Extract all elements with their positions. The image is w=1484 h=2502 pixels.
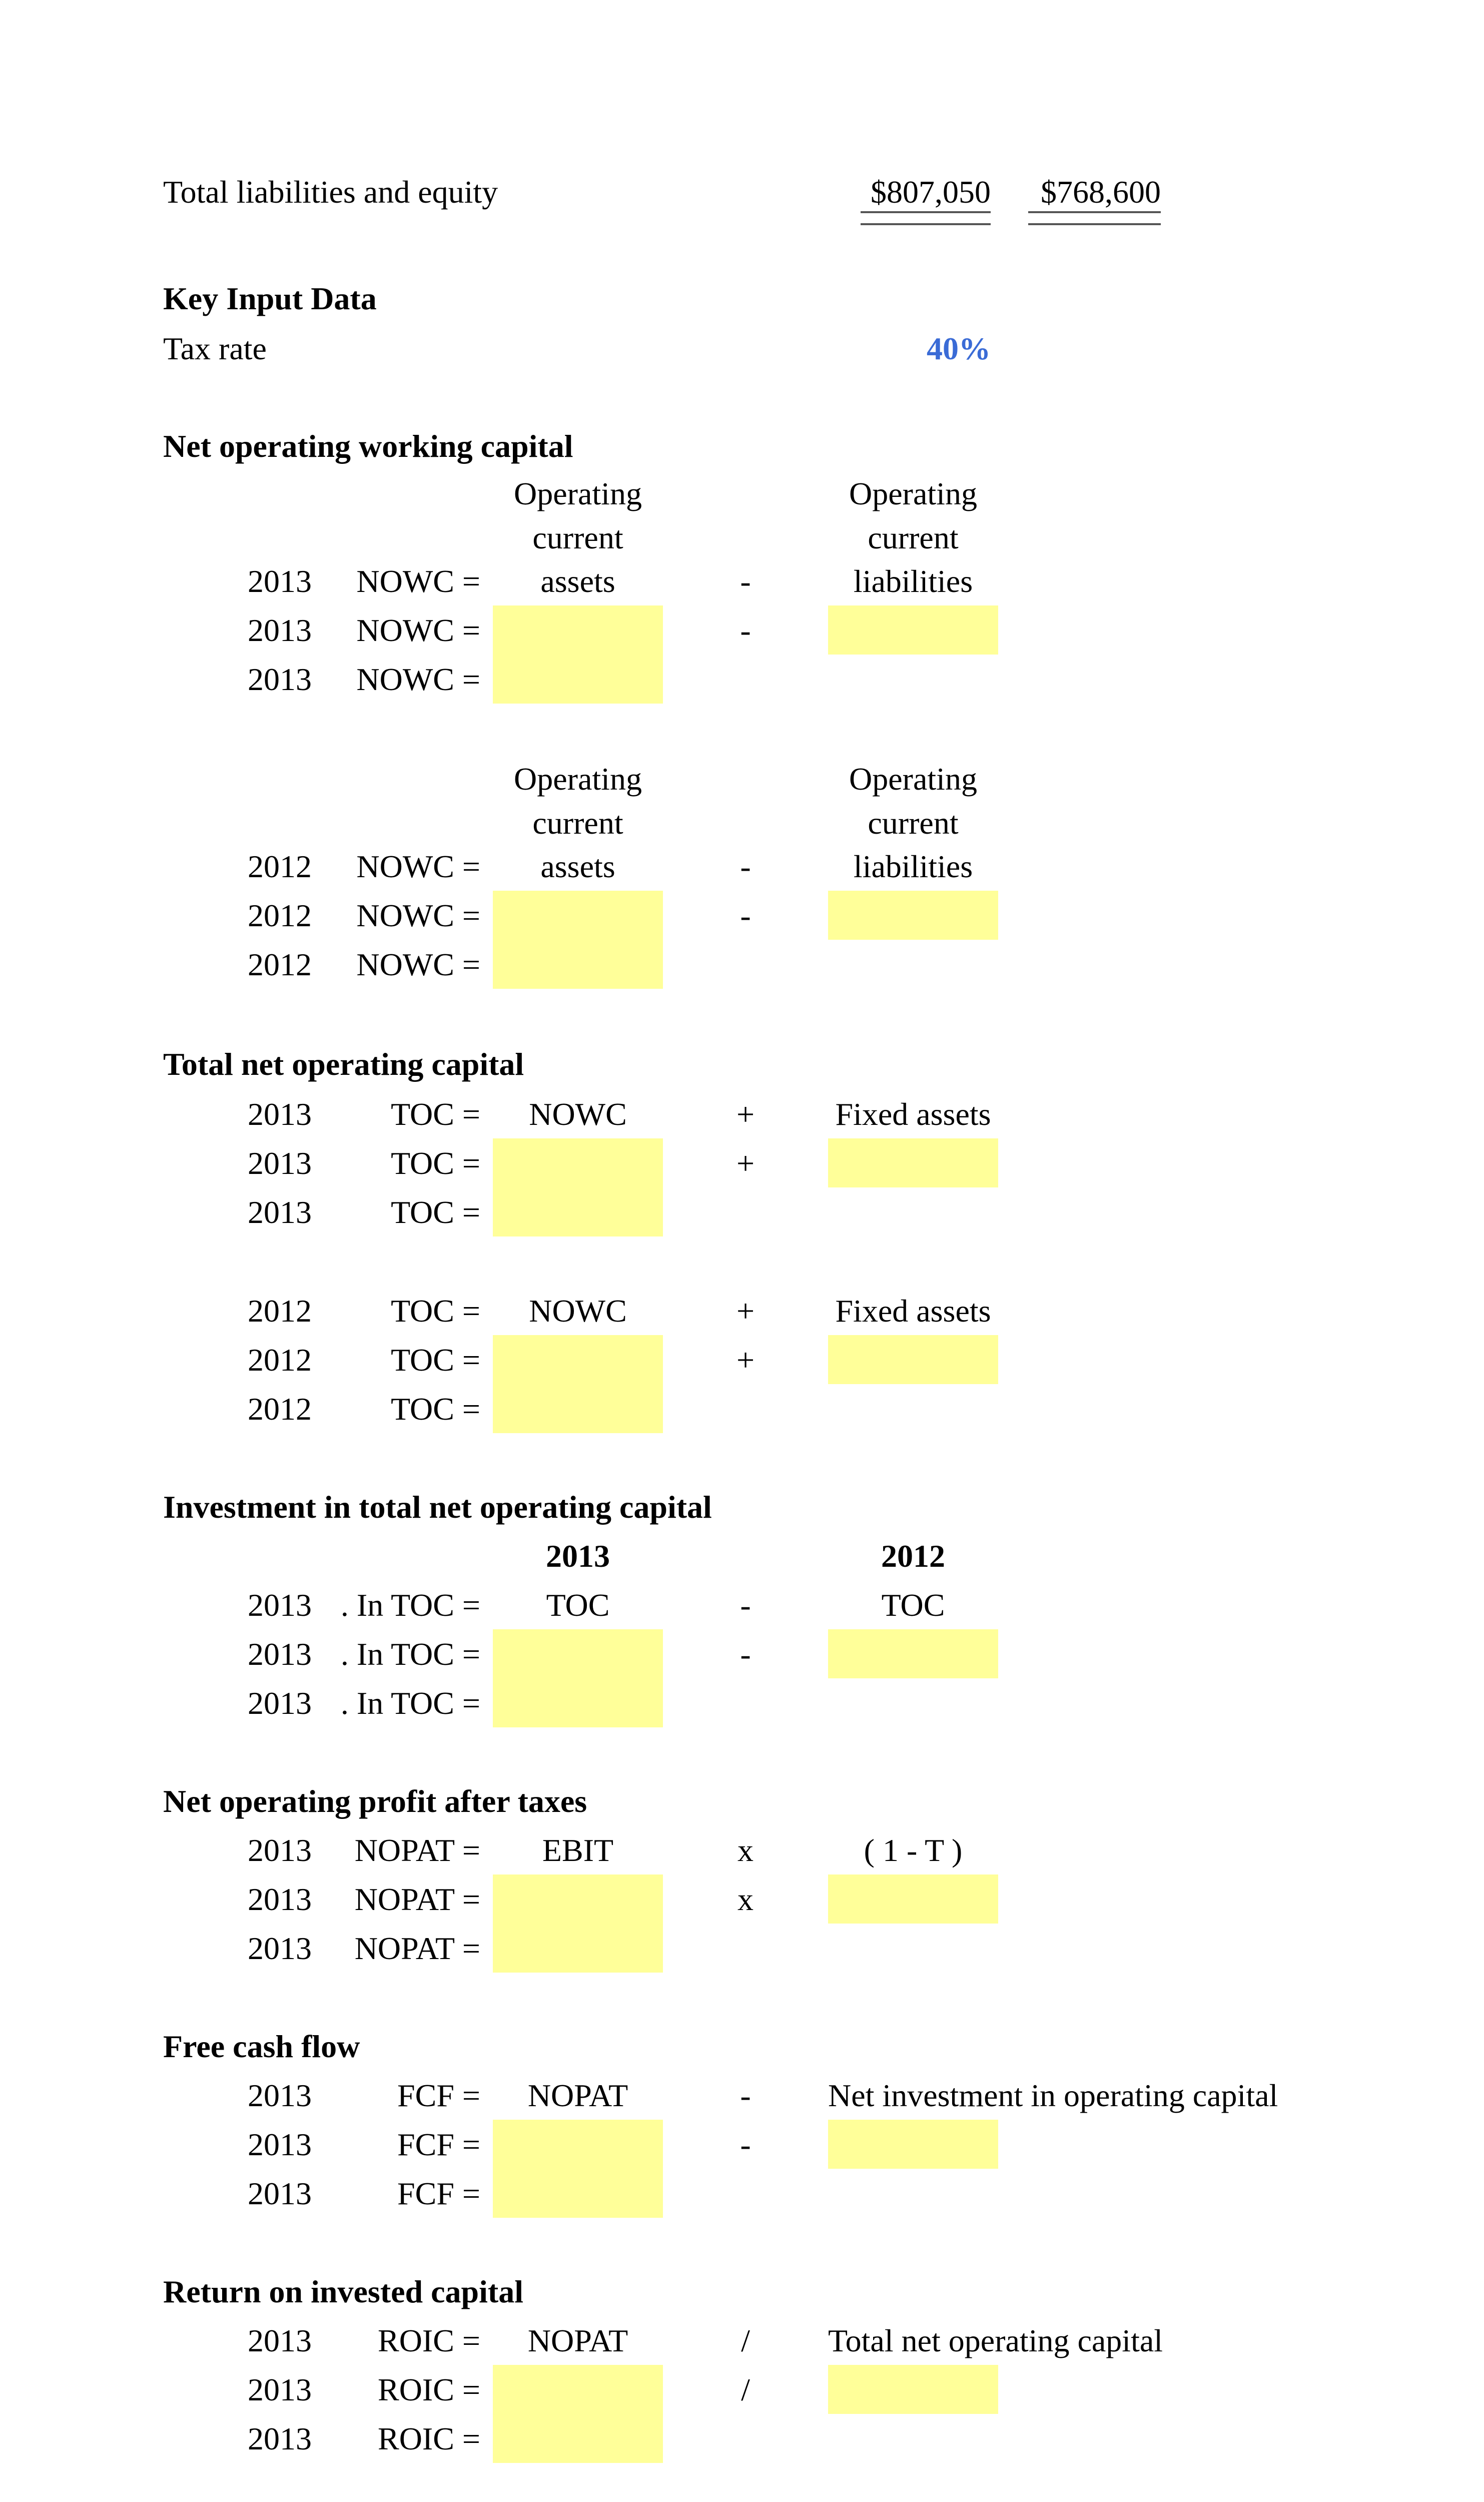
input-cell-roic-2013[interactable] <box>493 2414 663 2463</box>
section-inv-title: Investment in total net operating capital <box>163 1489 712 1525</box>
divide-sign: / <box>741 2323 750 2358</box>
section-toc-title: Total net operating capital <box>163 1046 524 1082</box>
input-cell-fcf-nopat[interactable] <box>493 2120 663 2169</box>
plus-sign: + <box>736 1342 755 1378</box>
eq-label: . In TOC = <box>340 1587 480 1623</box>
year-label: 2013 <box>248 1145 312 1181</box>
section-nopat-title: Net operating profit after taxes <box>163 1783 587 1819</box>
input-cell-toc-nowc-2013[interactable] <box>493 1138 663 1187</box>
total-liabilities-equity-label: Total liabilities and equity <box>163 174 498 210</box>
input-cell-roic-nopat[interactable] <box>493 2365 663 2414</box>
fixed-assets-label: Fixed assets <box>835 1293 991 1329</box>
year-label: 2013 <box>248 2372 312 2407</box>
eq-label: TOC = <box>391 1293 480 1329</box>
year-label: 2012 <box>248 1391 312 1427</box>
plus-sign: + <box>736 1145 755 1181</box>
tax-rate-input[interactable]: 40% <box>927 331 991 366</box>
year-label: 2012 <box>248 1293 312 1329</box>
minus-sign: - <box>740 2078 751 2113</box>
year-label: 2013 <box>248 2127 312 2162</box>
input-cell-op-current-liab-2012[interactable] <box>828 891 998 940</box>
minus-sign: - <box>740 563 751 599</box>
input-cell-inv-toc-2013[interactable] <box>493 1678 663 1727</box>
double-underline-2012 <box>1028 211 1161 225</box>
plus-sign: + <box>736 1293 755 1329</box>
year-label: 2012 <box>248 898 312 933</box>
eq-label: NOPAT = <box>354 1832 480 1868</box>
input-cell-fcf-2013[interactable] <box>493 2169 663 2218</box>
section-roic-title: Return on invested capital <box>163 2274 523 2309</box>
year-label: 2013 <box>248 2421 312 2456</box>
total-2013-value: $807,050 <box>871 174 991 210</box>
year-label: 2013 <box>248 1832 312 1868</box>
eq-label: ROIC = <box>378 2372 480 2407</box>
input-cell-fixed-assets-2012[interactable] <box>828 1335 998 1384</box>
input-cell-nowc-2013[interactable] <box>493 655 663 704</box>
op-label: Operating <box>514 476 642 511</box>
current-label: current <box>532 805 623 841</box>
input-cell-toc-2012[interactable] <box>493 1384 663 1433</box>
eq-label: NOPAT = <box>354 1931 480 1966</box>
eq-label: NOWC = <box>356 849 480 884</box>
input-cell-one-minus-t[interactable] <box>828 1874 998 1924</box>
year-label: 2012 <box>248 947 312 982</box>
minus-sign: - <box>740 849 751 884</box>
year-label: 2013 <box>248 2323 312 2358</box>
double-underline-2013 <box>861 211 991 225</box>
liabilities-label: liabilities <box>853 849 973 884</box>
assets-label: assets <box>540 563 615 599</box>
op-label: Operating <box>514 761 642 797</box>
total-2012-value: $768,600 <box>1041 174 1161 210</box>
op-label: Operating <box>849 476 977 511</box>
eq-label: FCF = <box>397 2176 480 2211</box>
input-cell-toc-nowc-2012[interactable] <box>493 1335 663 1384</box>
minus-sign: - <box>740 898 751 933</box>
input-cell-toc-2013[interactable] <box>493 1187 663 1236</box>
eq-label: TOC = <box>391 1096 480 1132</box>
fixed-assets-label: Fixed assets <box>835 1096 991 1132</box>
current-label: current <box>868 520 959 555</box>
input-cell-ebit-2013[interactable] <box>493 1874 663 1924</box>
current-label: current <box>532 520 623 555</box>
eq-label: TOC = <box>391 1194 480 1230</box>
times-sign: x <box>737 1882 754 1917</box>
input-cell-fixed-assets-2013[interactable] <box>828 1138 998 1187</box>
year-label: 2013 <box>248 1096 312 1132</box>
nopat-label: NOPAT <box>527 2078 628 2113</box>
input-cell-roic-toc[interactable] <box>828 2365 998 2414</box>
eq-label: NOWC = <box>356 612 480 648</box>
input-cell-op-current-assets-2013[interactable] <box>493 605 663 655</box>
liabilities-label: liabilities <box>853 563 973 599</box>
minus-sign: - <box>740 2127 751 2162</box>
one-minus-t-label: ( 1 - T ) <box>864 1832 963 1868</box>
minus-sign: - <box>740 1587 751 1623</box>
input-cell-op-current-assets-2012[interactable] <box>493 891 663 940</box>
eq-label: TOC = <box>391 1391 480 1427</box>
eq-label: ROIC = <box>378 2323 480 2358</box>
key-input-title: Key Input Data <box>163 281 377 316</box>
year-label: 2013 <box>248 2078 312 2113</box>
minus-sign: - <box>740 612 751 648</box>
times-sign: x <box>737 1832 754 1868</box>
eq-label: TOC = <box>391 1342 480 1378</box>
eq-label: NOWC = <box>356 947 480 982</box>
op-label: Operating <box>849 761 977 797</box>
eq-label: ROIC = <box>378 2421 480 2456</box>
input-cell-toc-2012-inv[interactable] <box>828 1629 998 1678</box>
eq-label: FCF = <box>397 2127 480 2162</box>
eq-label: TOC = <box>391 1145 480 1181</box>
year-label: 2013 <box>248 662 312 697</box>
ebit-label: EBIT <box>542 1832 614 1868</box>
current-label: current <box>868 805 959 841</box>
year-label: 2013 <box>248 1636 312 1672</box>
year-label: 2012 <box>248 1342 312 1378</box>
col-header-2012: 2012 <box>881 1538 945 1574</box>
year-label: 2013 <box>248 1882 312 1917</box>
input-cell-fcf-net-investment[interactable] <box>828 2120 998 2169</box>
input-cell-nowc-2012[interactable] <box>493 940 663 989</box>
input-cell-nopat-2013[interactable] <box>493 1924 663 1973</box>
eq-label: NOWC = <box>356 898 480 933</box>
year-label: 2013 <box>248 612 312 648</box>
nowc-label: NOWC <box>529 1096 627 1132</box>
col-header-2013: 2013 <box>546 1538 610 1574</box>
eq-label: . In TOC = <box>340 1685 480 1721</box>
year-label: 2013 <box>248 1931 312 1966</box>
year-label: 2013 <box>248 1587 312 1623</box>
minus-sign: - <box>740 1636 751 1672</box>
eq-label: FCF = <box>397 2078 480 2113</box>
section-nowc-title: Net operating working capital <box>163 428 573 464</box>
toc-label: TOC <box>546 1587 610 1623</box>
net-investment-label: Net investment in operating capital <box>828 2078 1278 2113</box>
eq-label: NOPAT = <box>354 1882 480 1917</box>
eq-label: NOWC = <box>356 563 480 599</box>
year-label: 2013 <box>248 563 312 599</box>
toc-label: TOC <box>881 1587 945 1623</box>
input-cell-toc-2013-inv[interactable] <box>493 1629 663 1678</box>
eq-label: . In TOC = <box>340 1636 480 1672</box>
tax-rate-label: Tax rate <box>163 331 267 366</box>
nowc-label: NOWC <box>529 1293 627 1329</box>
year-label: 2012 <box>248 849 312 884</box>
assets-label: assets <box>540 849 615 884</box>
section-fcf-title: Free cash flow <box>163 2029 360 2064</box>
year-label: 2013 <box>248 1194 312 1230</box>
divide-sign: / <box>741 2372 750 2407</box>
total-net-op-cap-label: Total net operating capital <box>828 2323 1163 2358</box>
eq-label: NOWC = <box>356 662 480 697</box>
year-label: 2013 <box>248 2176 312 2211</box>
year-label: 2013 <box>248 1685 312 1721</box>
nopat-label: NOPAT <box>527 2323 628 2358</box>
input-cell-op-current-liab-2013[interactable] <box>828 605 998 655</box>
plus-sign: + <box>736 1096 755 1132</box>
